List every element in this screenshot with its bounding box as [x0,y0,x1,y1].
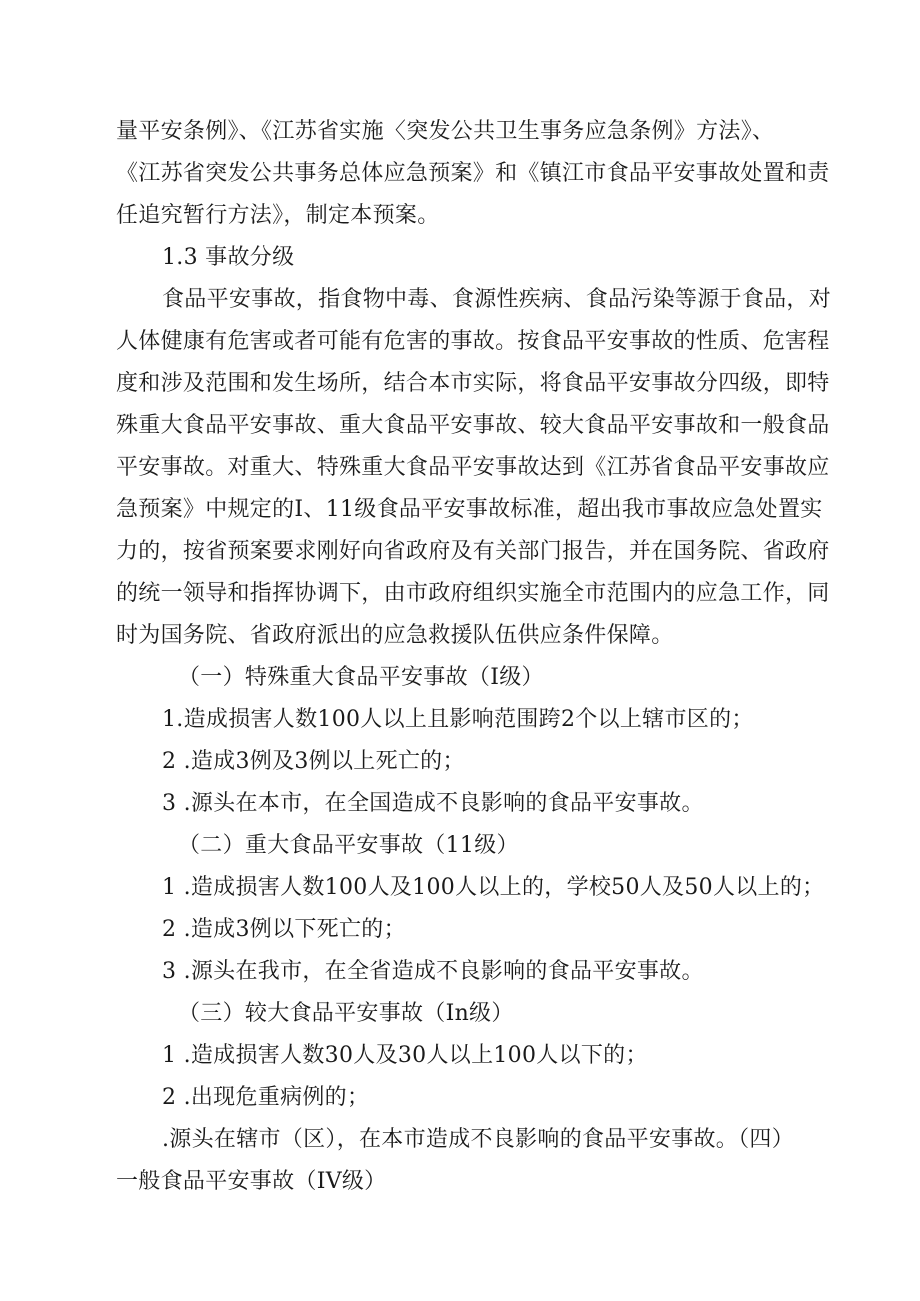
section-heading: 1.3 事故分级 [162,245,295,270]
list-item: .源头在辖市（区），在本市造成不良影响的食品平安事故。（四） [162,1127,794,1152]
list-item: 3 .源头在我市，在全省造成不良影响的食品平安事故。 [162,959,704,984]
paragraph-line: 力的，按省预案要求刚好向省政府及有关部门报告，并在国务院、省政府 [116,539,830,564]
paragraph-line: 量平安条例》、《江苏省实施〈突发公共卫生事务应急条例》方法》、 [116,119,775,144]
list-item: 3 .源头在本市，在全国造成不良影响的食品平安事故。 [162,791,704,816]
paragraph-line: 人体健康有危害或者可能有危害的事故。按食品平安事故的性质、危害程 [116,329,830,354]
paragraph-line: 度和涉及范围和发生场所，结合本市实际，将食品平安事故分四级，即特 [116,371,830,396]
subsection-heading: （二）重大食品平安事故（11级） [178,833,519,858]
paragraph-line: 《江苏省突发公共事务总体应急预案》和《镇江市食品平安事故处置和责 [116,161,830,186]
subsection-heading: （三）较大食品平安事故（In级） [178,1001,514,1026]
paragraph-line: 的统一领导和指挥协调下，由市政府组织实施全市范围内的应急工作，同 [116,581,830,606]
paragraph-line: 任追究暂行方法》，制定本预案。 [116,203,440,228]
list-item: 2 .出现危重病例的； [162,1085,370,1110]
paragraph-line: 急预案》中规定的I、11级食品平安事故标准，超出我市事故应急处置实 [116,497,823,522]
list-item: 1 .造成损害人数30人及30人以上100人以下的； [162,1043,648,1068]
paragraph-line: 食品平安事故，指食物中毒、食源性疾病、食品污染等源于食品，对 [162,287,832,312]
list-item: 2 .造成3例以下死亡的； [162,917,406,942]
list-item: 1.造成损害人数100人以上且影响范围跨2个以上辖市区的； [162,707,754,732]
list-item: 1 .造成损害人数100人及100人以上的，学校50人及50人以上的； [162,875,825,900]
subsection-heading: （一）特殊重大食品平安事故（I级） [178,665,544,690]
list-item: 2 .造成3例及3例以上死亡的； [162,749,465,774]
paragraph-line: 时为国务院、省政府派出的应急救援队伍供应条件保障。 [116,623,674,648]
paragraph-line: 平安事故。对重大、特殊重大食品平安事故达到《江苏省食品平安事故应 [116,455,830,480]
subsection-heading: 一般食品平安事故（IV级） [116,1169,387,1194]
paragraph-line: 殊重大食品平安事故、重大食品平安事故、较大食品平安事故和一般食品 [116,413,830,438]
